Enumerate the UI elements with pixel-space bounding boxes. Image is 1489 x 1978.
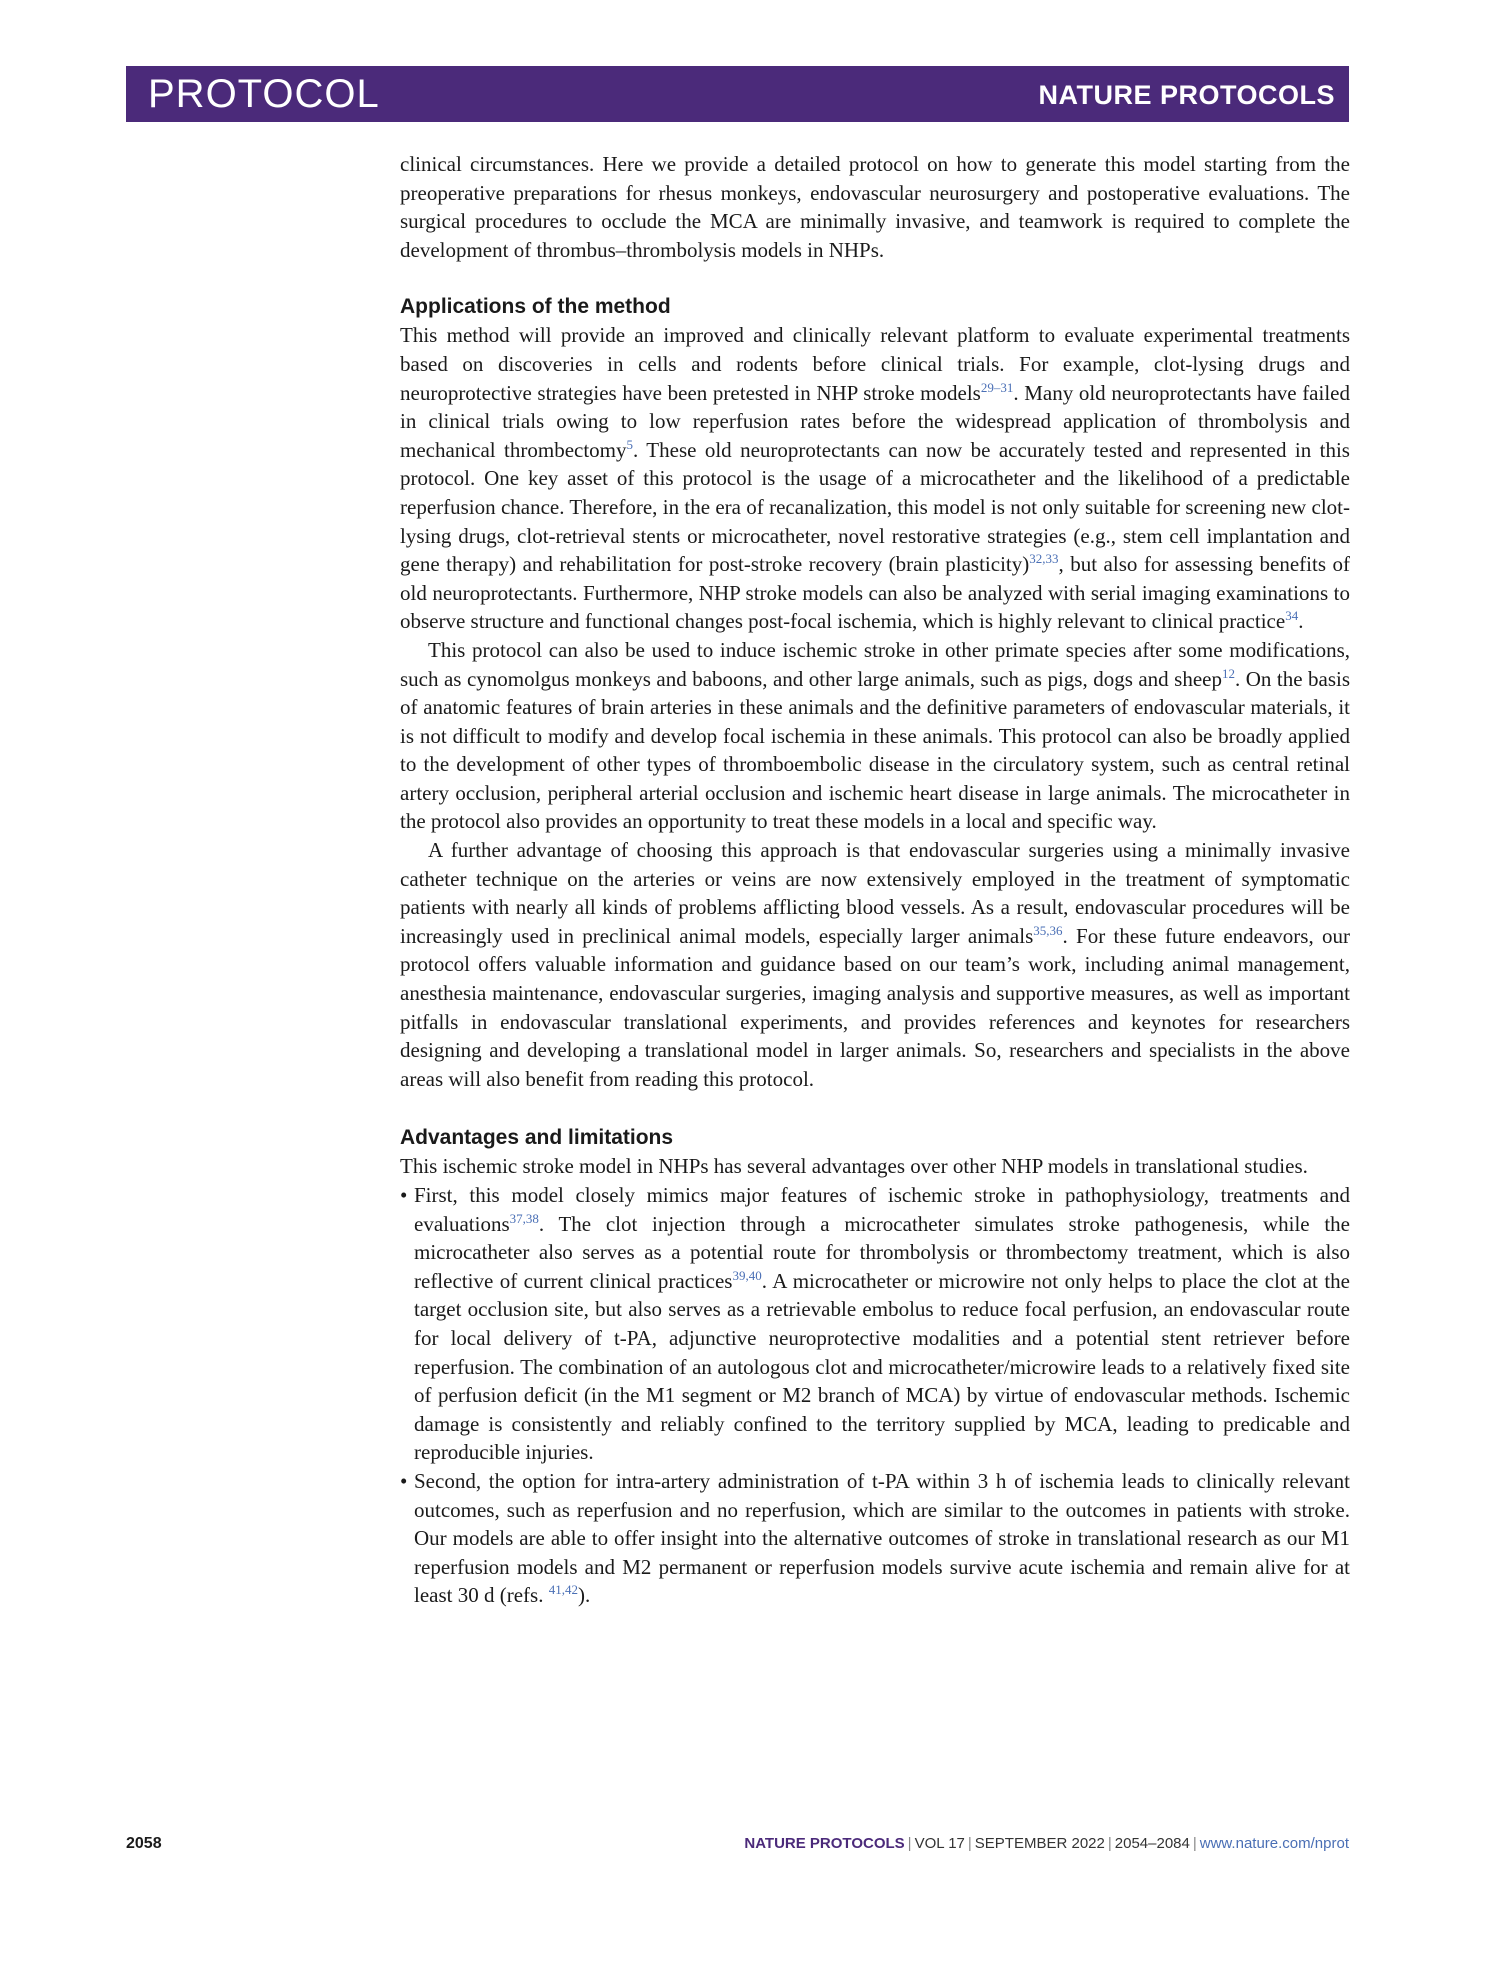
text-span: First, this model closely mimics major features of ischemic stroke in pathophysiology, treatments and evaluations xyxy=(414,1183,1350,1236)
bullet-icon: • xyxy=(400,1468,408,1493)
citation-link[interactable]: 41,42 xyxy=(548,1582,578,1598)
text-span: This protocol can also be used to induce ischemic stroke in other primate species after some modifications, such as cynomolgus monkeys and baboons, and other large animals, such as pigs, dogs and sheep xyxy=(400,637,1350,691)
footer-journal: NATURE PROTOCOLS xyxy=(744,1835,905,1852)
text-span: . These old neuroprotectants can now be accurately tested and represented in this protocol. One key asset of this protocol is the usage of a microcatheter and the likelihood of a predictable reperfusion chance. Therefore, in the era of recanalization, this model is not only suitable for screening new clot-lysing drugs, clot-retrieval stents or microcatheter, novel restorative strategies (e.g., stem cell implantation and gene therapy) and rehabilitation for post-stroke recovery (brain plasticity) xyxy=(400,437,1350,577)
footer-date: SEPTEMBER 2022 xyxy=(974,1835,1105,1852)
section-label: PROTOCOL xyxy=(148,72,380,116)
applications-paragraph-1 xyxy=(400,321,1350,636)
advantages-intro: This ischemic stroke model in NHPs has several advantages over other NHP models in translational studies. xyxy=(400,1154,1308,1179)
citation-link[interactable]: 39,40 xyxy=(732,1267,762,1283)
footer-citation xyxy=(744,1835,1349,1852)
intro-paragraph: clinical circumstances. Here we provide a detailed protocol on how to generate this model starting from the preoperative preparations for rhesus monkeys, endovascular neurosurgery and postoperative evaluations. The surgical procedures to occlude the MCA are minimally invasive, and teamwork is required to complete the development of thrombus–thrombolysis models in NHPs. xyxy=(400,152,1350,262)
text-span: . For these future endeavors, our protocol offers valuable information and guidance based on our team’s work, including animal management, anesthesia maintenance, endovascular surgeries, imaging analysis and supportive measures, as well as important pitfalls in endovascular translational experiments, and provides references and keynotes for researchers designing and developing a translational model in larger animals. So, researchers and specialists in the above areas will also benefit from reading this protocol. xyxy=(400,923,1350,1091)
footer-url-link[interactable]: www.nature.com/nprot xyxy=(1199,1835,1349,1852)
footer-pages: 2054–2084 xyxy=(1114,1835,1190,1852)
citation-link[interactable]: 37,38 xyxy=(509,1210,539,1226)
applications-heading: Applications of the method xyxy=(400,295,671,319)
applications-paragraph-2 xyxy=(400,636,1350,836)
text-span: Second, the option for intra-artery administration of t-PA within 3 h of ischemia leads to clinically relevant outcomes, such as reperfusion and no reperfusion, which are similar to the outcomes in patients with stroke. Our models are able to offer insight into the alternative outcomes of stroke in translational research as our M1 reperfusion models and M2 permanent or reperfusion models survive acute ischemia and remain alive for at least 30 d (refs. xyxy=(414,1468,1350,1608)
journal-name: NATURE PROTOCOLS xyxy=(1038,80,1335,110)
page-number: 2058 xyxy=(126,1835,162,1852)
text-span: ). xyxy=(577,1583,591,1608)
footer-volume: VOL 17 xyxy=(914,1835,965,1852)
text-span: . On the basis of anatomic features of brain arteries in these animals and the definitive parameters of endovascular materials, it is not difficult to modify and develop focal ischemia in these animals. This protocol can also be broadly applied to the development of other types of thromboembolic disease in the circulatory system, such as central retinal artery occlusion, peripheral arterial occlusion and ischemic heart disease in large animals. The microcatheter in the protocol also provides an opportunity to treat these models in a local and specific way. xyxy=(400,666,1351,834)
bullet-icon: • xyxy=(400,1183,408,1207)
applications-paragraph-3 xyxy=(400,836,1350,1093)
citation-link[interactable]: 29–31 xyxy=(980,379,1014,395)
footer-separator: | xyxy=(967,1835,972,1852)
text-span: . A microcatheter or microwire not only helps to place the clot at the target occlusion site, but also serves as a retrievable embolus to reduce focal perfusion, an endovascular route for local delivery of t-PA, adjunctive neuroprotective modalities and a potential stent retriever before reperfusion. The combination of an autologous clot and microcatheter/microwire leads to a relatively fixed site of perfusion deficit (in the M1 segment or M2 branch of MCA) by virtue of endovascular methods. Ischemic damage is consistently and reliably confined to the territory supplied by MCA, leading to predicable and reproducible injuries. xyxy=(414,1268,1350,1465)
text-span: . The clot injection through a microcatheter simulates stroke pathogenesis, while the microcatheter also serves as a potential route for thrombolysis or thrombectomy treatment, which is also reflective of current clinical practices xyxy=(414,1211,1350,1293)
text-span: , but also for assessing benefits of old neuroprotectants. Furthermore, NHP stroke models can also be analyzed with serial imaging examinations to observe structure and functional changes post-focal ischemia, which is highly relevant to clinical practice xyxy=(400,552,1350,634)
footer-separator: | xyxy=(907,1835,912,1852)
text-span: This method will provide an improved and clinically relevant platform to evaluate experimental treatments based on discoveries in cells and rodents before clinical trials. For example, clot-lysing drugs and neuroprotective strategies have been pretested in NHP stroke models xyxy=(400,323,1350,405)
advantages-heading: Advantages and limitations xyxy=(400,1126,674,1150)
text-span: A further advantage of choosing this approach is that endovascular surgeries using a minimally invasive catheter technique on the arteries or veins are now extensively employed in the treatment of symptomatic patients with nearly all kinds of problems afflicting blood vessels. As a result, endovascular procedures will be increasingly used in preclinical animal models, especially larger animals xyxy=(400,838,1350,948)
citation-link[interactable]: 32,33 xyxy=(1029,551,1059,567)
text-span: . Many old neuroprotectants have failed in clinical trials owing to low reperfusion rates before the widespread application of thrombolysis and mechanical thrombectomy xyxy=(400,380,1350,462)
list-item xyxy=(400,1181,1350,1467)
footer-separator: | xyxy=(1107,1835,1112,1852)
citation-link[interactable]: 5 xyxy=(626,436,633,452)
text-span: . xyxy=(1298,609,1304,634)
header-banner xyxy=(126,66,1349,122)
citation-link[interactable]: 35,36 xyxy=(1033,922,1063,938)
citation-link[interactable]: 34 xyxy=(1285,608,1299,624)
citation-link[interactable]: 12 xyxy=(1221,665,1235,681)
main-text xyxy=(400,150,1350,1610)
footer-separator: | xyxy=(1192,1835,1197,1852)
advantages-list xyxy=(400,1181,1350,1610)
list-item xyxy=(400,1467,1350,1610)
